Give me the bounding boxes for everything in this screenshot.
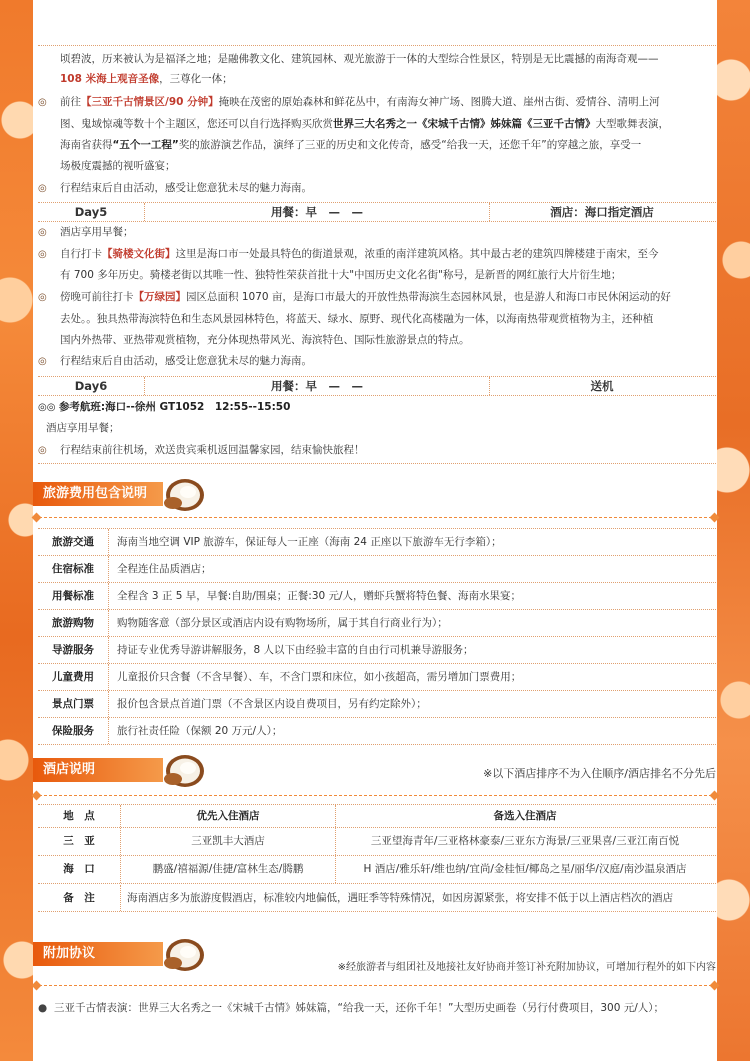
list-item-continuation: 场极度震撼的视听盛宴； bbox=[60, 160, 176, 172]
fee-item-value: 儿童报价只含餐（不含早餐）、车，不含门票和床位，如小孩超高，需另增加门票费用； bbox=[108, 664, 716, 690]
bullet-icon: ◎ bbox=[38, 292, 47, 303]
list-item: ◎ 行程结束后自由活动，感受让您意犹未尽的魅力海南。 bbox=[38, 179, 716, 198]
list-item-continuation: 去处。。独具热带海滨特色和生态风景园林特色，将蓝天、绿水、原野、现代化高楼融为一体，以海南热带观赏植物为主，还种植 bbox=[60, 313, 654, 325]
coconut-icon bbox=[161, 752, 205, 788]
hotel-alternative: H 酒店/雅乐轩/维也纳/宜尚/金桂恒/椰岛之星/丽华/汉庭/南沙温泉酒店 bbox=[363, 863, 687, 875]
day6-header-row bbox=[38, 376, 716, 396]
fee-item-value: 持证专业优秀导游讲解服务，8 人以下由经验丰富的自由行司机兼导游服务； bbox=[108, 637, 716, 663]
fee-item-value: 全程连住品质酒店； bbox=[108, 556, 716, 582]
decorative-divider bbox=[33, 514, 718, 522]
fee-item-value: 报价包含景点首道门票（不含景区内设自费项目，另有约定除外）； bbox=[108, 691, 716, 717]
hotel-alternative: 三亚望海青年/三亚格林豪泰/三亚东方海景/三亚果喜/三亚江南百悦 bbox=[370, 835, 680, 847]
hotel-remark-row: 备 注 海南酒店多为旅游度假酒店，标准较内地偏低，遇旺季等特殊情况，如因房源紧张，将安排不低于以上酒店档次的酒店 bbox=[38, 885, 716, 912]
divider bbox=[38, 463, 716, 464]
decorative-divider bbox=[33, 792, 718, 800]
table-row bbox=[38, 691, 716, 718]
fee-item-label: 住宿标准 bbox=[52, 563, 94, 575]
fee-item-label: 用餐标准 bbox=[52, 590, 94, 602]
fee-item-label: 景点门票 bbox=[52, 698, 94, 710]
hotel-table-header: 地 点 优先入住酒店 备选入住酒店 bbox=[38, 805, 716, 828]
list-item: ◎ 傍晚可前往打卡【万绿园】园区总面积 1070 亩，是海口市最大的开放性热带海滨生态园林风景，也是游人和海口市民休闲运动的好 bbox=[38, 288, 716, 307]
list-item: ● 三亚千古情表演：世界三大名秀之一《宋城千古情》姊妹篇，“给我一天，还你千年！”大型历史画卷（另行付费项目，300 元/人）； bbox=[38, 999, 716, 1017]
meal-info: 用餐：早 — — bbox=[144, 203, 490, 221]
intro-text-line: 108 米海上观音圣像，三尊化一体； bbox=[60, 73, 233, 85]
fee-item-label: 旅游购物 bbox=[52, 617, 94, 629]
day-label: Day5 bbox=[74, 205, 108, 219]
coconut-icon bbox=[161, 476, 205, 512]
table-row bbox=[38, 637, 716, 664]
table-row bbox=[38, 610, 716, 637]
list-item: 酒店享用早餐； bbox=[46, 422, 120, 434]
table-row bbox=[38, 828, 716, 856]
fee-item-value: 全程含 3 正 5 早，早餐:自助/围桌；正餐:30 元/人，赠虾兵蟹将特色餐、海南水果宴； bbox=[108, 583, 716, 609]
table-row bbox=[38, 718, 716, 745]
table-row bbox=[38, 856, 716, 884]
hotel-preferred: 鹏盛/禧福源/佳捷/富林生态/腾鹏 bbox=[120, 856, 336, 883]
fee-item-label: 保险服务 bbox=[52, 725, 94, 737]
divider bbox=[38, 45, 716, 46]
fee-item-value: 购物随客意（部分景区或酒店内设有购物场所，属于其自行商业行为）； bbox=[108, 610, 716, 636]
bullet-icon: ◎ bbox=[38, 97, 47, 108]
list-item-continuation: 海南省获得“五个一工程”奖的旅游演艺作品，演绎了三亚的历史和文化传奇，感受“给我一天，还您千年”的穿越之旅，享受一 bbox=[60, 139, 642, 151]
fee-item-label: 旅游交通 bbox=[52, 536, 94, 548]
fee-item-label: 导游服务 bbox=[52, 644, 94, 656]
decorative-divider bbox=[33, 982, 718, 990]
day-label: Day6 bbox=[74, 379, 108, 393]
bullet-icon: ◎ bbox=[38, 356, 47, 367]
bullet-icon: ● bbox=[38, 1002, 48, 1014]
table-row bbox=[38, 529, 716, 556]
meal-info: 用餐：早 — — bbox=[144, 377, 490, 395]
list-item-continuation: 国内外热带、亚热带观赏植物，充分体现热带风光、海滨特色、国际性旅游景点的特点。 bbox=[60, 334, 470, 346]
hotel-city: 海 口 bbox=[63, 863, 95, 875]
hotel-info: 送机 bbox=[590, 379, 614, 393]
hotel-preferred: 三亚凯丰大酒店 bbox=[120, 828, 336, 855]
bullet-icon: ◎ bbox=[38, 227, 47, 238]
left-decorative-border bbox=[0, 0, 33, 1061]
fee-item-value: 海南当地空调 VIP 旅游车，保证每人一正座（海南 24 正座以下旅游车无行李箱）； bbox=[108, 529, 716, 555]
hotels-note: ※以下酒店排序不为入住顺序/酒店排名不分先后 bbox=[483, 767, 716, 780]
bullet-icon: ◎ bbox=[38, 445, 47, 456]
list-item: ◎ 行程结束后自由活动，感受让您意犹未尽的魅力海南。 bbox=[38, 352, 716, 371]
list-item-continuation: 图、鬼域惊魂等数十个主题区，您还可以自行选择购买欣赏世界三大名秀之一《宋城千古情》姊妹篇《三亚千古情》大型歌舞表演， bbox=[60, 118, 669, 130]
bullet-icon: ◎ bbox=[38, 183, 47, 194]
section-title: 附加协议 bbox=[33, 942, 163, 966]
day5-header-row bbox=[38, 202, 716, 222]
hotel-info: 酒店：海口指定酒店 bbox=[550, 205, 654, 219]
list-item: ◎ 前往【三亚千古情景区/90 分钟】掩映在茂密的原始森林和鲜花丛中，有南海女神广场、图腾大道、崖州古街、爱情谷、清明上河 bbox=[38, 93, 716, 112]
bullet-icon: ◎ bbox=[38, 249, 47, 260]
section-title: 旅游费用包含说明 bbox=[33, 482, 163, 506]
table-row bbox=[38, 556, 716, 583]
fee-item-label: 儿童费用 bbox=[52, 671, 94, 683]
coconut-icon bbox=[161, 936, 205, 972]
list-item: ◎ 酒店享用早餐； bbox=[38, 223, 716, 242]
table-row bbox=[38, 583, 716, 610]
list-item-continuation: 有 700 多年历史。骑楼老街以其唯一性、独特性荣获首批十大"中国历史文化名街"称号，是新晋的网红旅行大片衍生地； bbox=[60, 269, 622, 281]
intro-text-line: 顷碧波，历来被认为是福泽之地；是融佛教文化、建筑园林、观光旅游于一体的大型综合性景区，特别是无比震撼的南海奇观—— bbox=[60, 53, 659, 65]
fee-item-value: 旅行社责任险（保额 20 万元/人）； bbox=[108, 718, 716, 744]
bullet-icon: ◎◎ bbox=[38, 402, 59, 413]
list-item: ◎ 自行打卡【骑楼文化街】这里是海口市一处最具特色的街道景观，浓重的南洋建筑风格。其中最古老的建筑四牌楼建于南宋，至今 bbox=[38, 245, 716, 264]
hotel-city: 三 亚 bbox=[63, 835, 95, 847]
addon-note: ※经旅游者与组团社及地接社友好协商并签订补充附加协议，可增加行程外的如下内容 bbox=[337, 962, 716, 973]
section-title: 酒店说明 bbox=[33, 758, 163, 782]
list-item: ◎ 行程结束前往机场，欢送贵宾乘机返回温馨家园，结束愉快旅程！ bbox=[38, 441, 716, 460]
flight-info: ◎◎ 参考航班:海口--徐州 GT1052 12:55--15:50 bbox=[38, 401, 291, 413]
table-row bbox=[38, 664, 716, 691]
